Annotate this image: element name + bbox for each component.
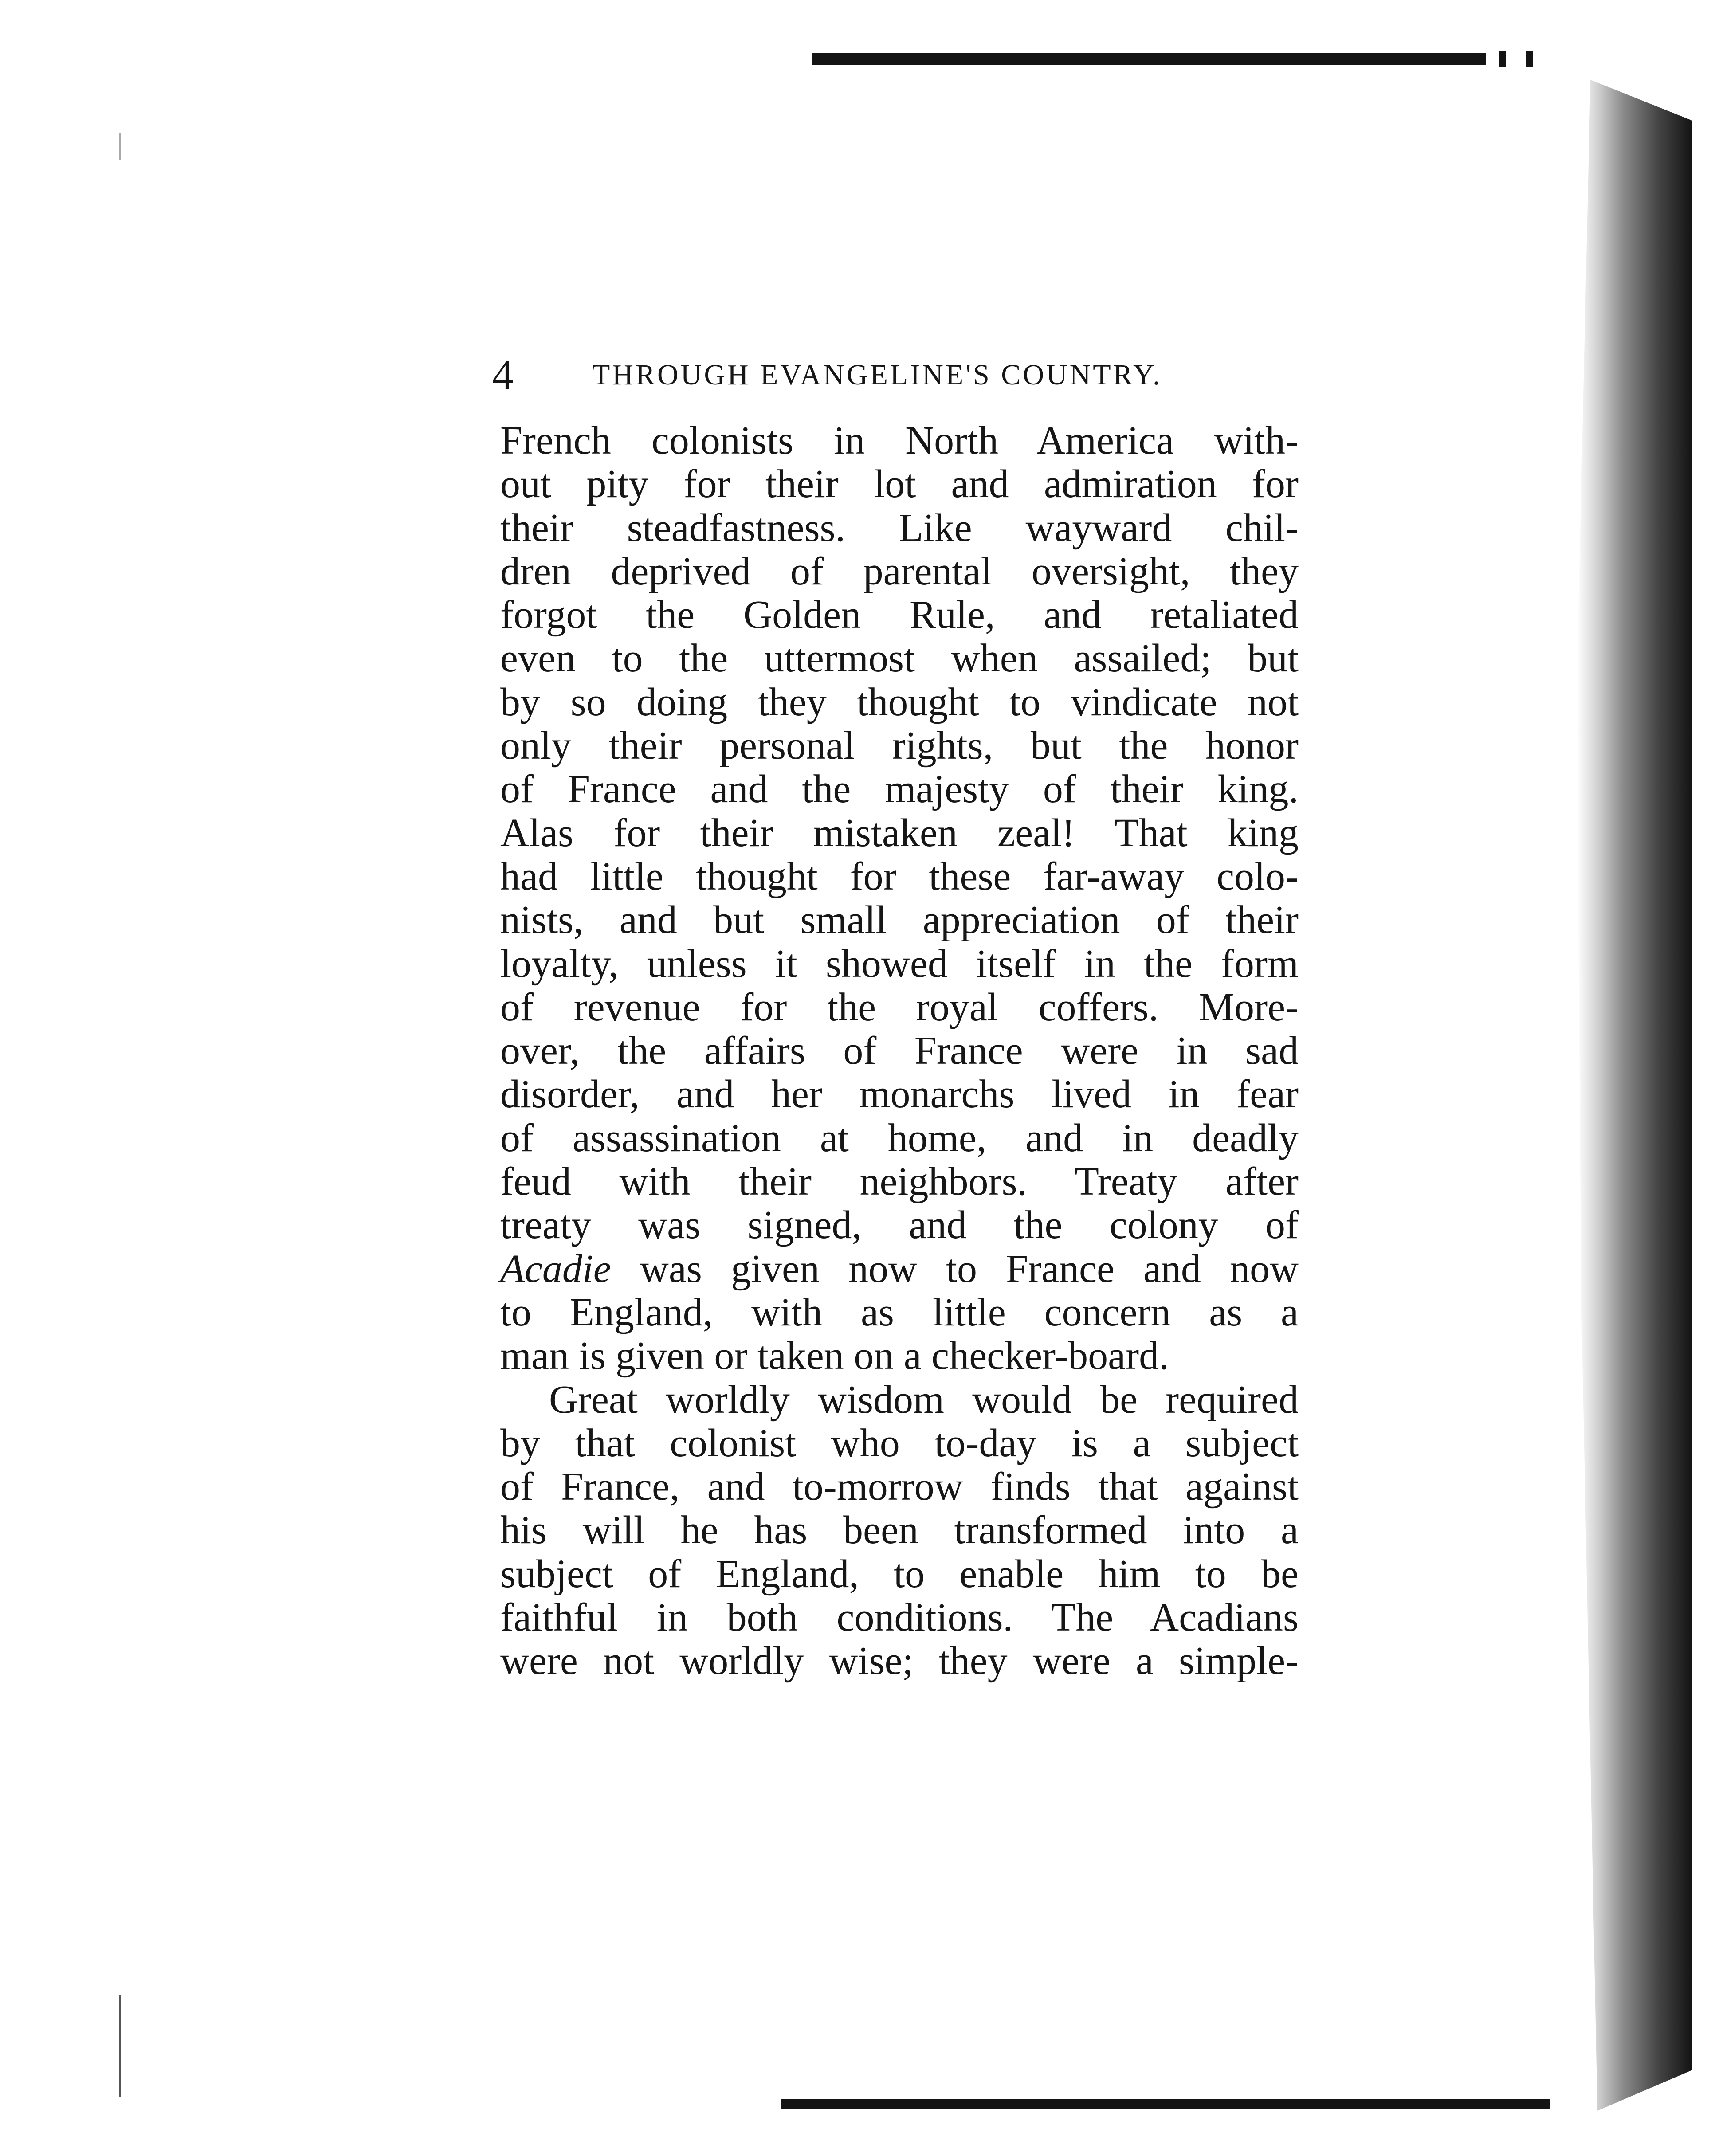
text-line: subject of England, to enable him to be — [500, 1552, 1299, 1596]
text-line: of assassination at home, and in deadly — [500, 1116, 1299, 1160]
text-line-rest: was given now to France and now — [611, 1247, 1299, 1291]
text-line: of revenue for the royal coffers. More- — [500, 985, 1299, 1029]
text-line: faithful in both conditions. The Acadians — [500, 1595, 1299, 1640]
paragraph-end-line: man is given or taken on a checker-board. — [500, 1334, 1169, 1378]
text-line: had little thought for these far-away colo- — [500, 854, 1299, 898]
text-line: disorder, and her monarchs lived in fear — [500, 1072, 1299, 1117]
italic-word: Acadie — [500, 1247, 611, 1291]
text-line: out pity for their lot and admiration for — [500, 462, 1299, 506]
text-line: Alas for their mistaken zeal! That king — [500, 811, 1299, 855]
text-line: of France and the majesty of their king. — [500, 767, 1299, 811]
text-line: only their personal rights, but the honor — [500, 724, 1299, 768]
text-line: his will he has been transformed into a — [500, 1508, 1299, 1552]
text-line: by that colonist who to-day is a subject — [500, 1421, 1299, 1465]
scan-left-margin-mark — [119, 133, 121, 160]
text-line: by so doing they thought to vindicate not — [500, 680, 1299, 724]
scan-top-edge — [812, 53, 1486, 65]
page-number: 4 — [492, 351, 514, 398]
scan-bottom-edge — [781, 2099, 1550, 2109]
scan-page-gutter-shadow — [1577, 80, 1692, 2111]
scan-left-margin-mark — [119, 1995, 121, 2097]
paragraph-start-line: Great worldly wisdom would be required — [549, 1377, 1299, 1422]
text-line: to England, with as little concern as a — [500, 1290, 1299, 1334]
text-line: over, the affairs of France were in sad — [500, 1029, 1299, 1073]
text-line: dren deprived of parental oversight, they — [500, 549, 1299, 593]
text-line: were not worldly wise; they were a simple- — [500, 1639, 1299, 1683]
text-line: French colonists in North America with- — [500, 419, 1299, 463]
text-line: even to the uttermost when assailed; but — [500, 636, 1299, 681]
running-head: THROUGH EVANGELINE'S COUNTRY. — [592, 359, 1162, 391]
text-line: nists, and but small appreciation of their — [500, 898, 1299, 942]
text-line-italic-start — [500, 1247, 1299, 1291]
body-text — [500, 419, 1299, 1683]
scan-mark — [1526, 51, 1533, 67]
scan-mark — [1499, 51, 1506, 67]
text-line: loyalty, unless it showed itself in the form — [500, 941, 1299, 986]
text-line: treaty was signed, and the colony of — [500, 1203, 1299, 1247]
text-line: their steadfastness. Like wayward chil- — [500, 506, 1299, 550]
text-line: forgot the Golden Rule, and retaliated — [500, 593, 1299, 637]
text-line: feud with their neighbors. Treaty after — [500, 1160, 1299, 1204]
text-line: of France, and to-morrow finds that against — [500, 1465, 1299, 1509]
page-header — [492, 350, 1335, 399]
